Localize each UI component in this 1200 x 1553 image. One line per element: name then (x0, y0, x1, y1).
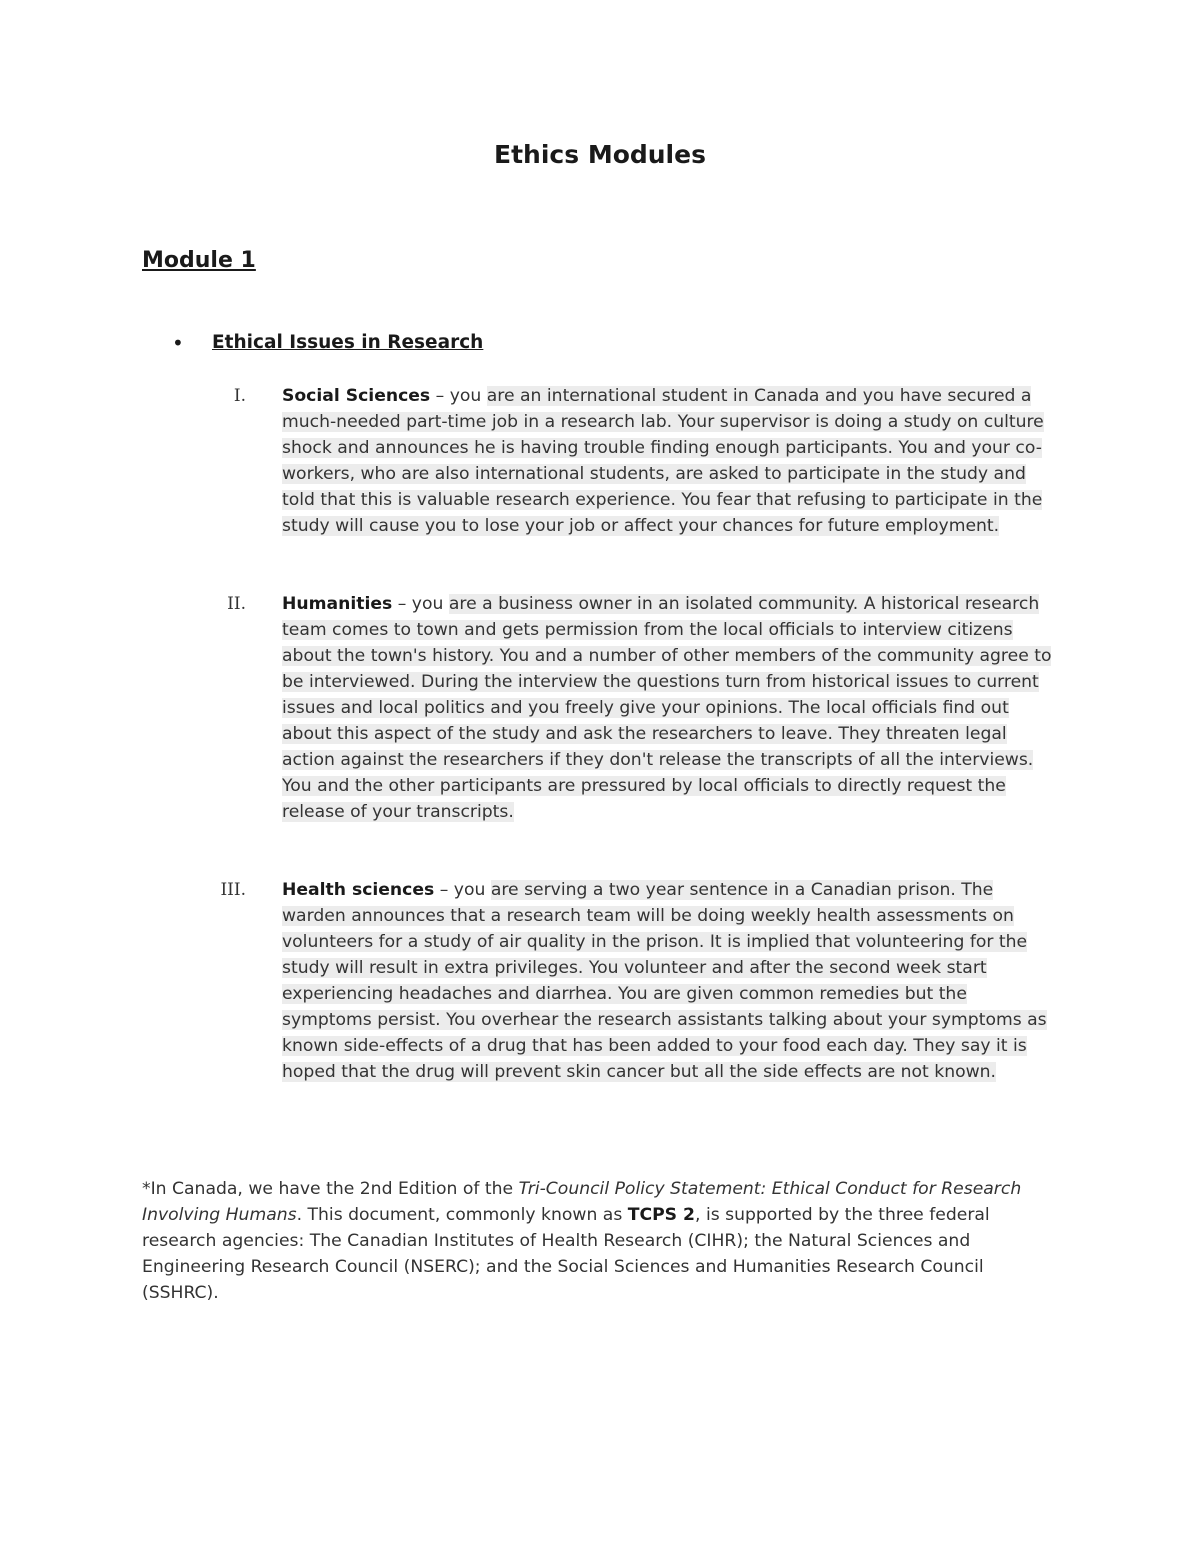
list-numeral: I. (233, 386, 246, 406)
list-item-text (282, 591, 1062, 825)
item-dash: – you (430, 386, 487, 406)
bullet-marker: • (172, 331, 184, 355)
list-numeral: III. (220, 880, 246, 900)
footnote-acronym: TCPS 2 (627, 1205, 696, 1225)
item-lead: Social Sciences (282, 386, 431, 406)
footnote-suffix: , is supported by the three federal research agencies: The Canadian Institutes of Health Research (CIHR); the Natural Sciences and Engineering Research Council (NSERC); and the Social Sciences and Humanities Research Council (SSHRC). (142, 1205, 990, 1303)
section-heading: Ethical Issues in Research (212, 332, 484, 353)
item-dash: – you (392, 594, 449, 614)
list-numeral: II. (227, 594, 246, 614)
page-title: Ethics Modules (494, 140, 706, 169)
footnote-middle: . This document, commonly known as (296, 1205, 628, 1225)
item-dash: – you (434, 880, 491, 900)
list-item-text (282, 877, 1062, 1085)
item-body: are serving a two year sentence in a Canadian prison. The warden announces that a research team will be doing weekly health assessments on volunteers for a study of air quality in the prison. It is implied that volunteering for the study will result in extra privileges. You volunteer and after the second week start experiencing headaches and diarrhea. You are given common remedies but the symptoms persist. You overhear the research assistants talking about your symptoms as known side-effects of a drug that has been added to your food each day. They say it is hoped that the drug will prevent skin cancer but all the side effects are not known. (282, 880, 1047, 1082)
module-heading: Module 1 (142, 248, 256, 273)
footnote-prefix: *In Canada, we have the 2nd Edition of the (142, 1179, 519, 1199)
footnote-italic-title: Tri-Council Policy Statement: Ethical Conduct for Research Involving Humans (142, 1179, 1022, 1225)
footnote (142, 1176, 1062, 1306)
item-lead: Health sciences (282, 880, 435, 900)
list-item-text (282, 383, 1062, 539)
item-body: are an international student in Canada and you have secured a much-needed part-time job in a research lab. Your supervisor is doing a study on culture shock and announces he is having trouble finding enough participants. You and your co-workers, who are also international students, are asked to participate in the study and told that this is valuable research experience. You fear that refusing to participate in the study will cause you to lose your job or affect your chances for future employment. (282, 386, 1044, 536)
item-body: are a business owner in an isolated community. A historical research team comes to town and gets permission from the local officials to interview citizens about the town's history. You and a number of other members of the community agree to be interviewed. During the interview the questions turn from historical issues to current issues and local politics and you freely give your opinions. The local officials find out about this aspect of the study and ask the researchers to leave. They threaten legal action against the researchers if they don't release the transcripts of all the interviews. You and the other participants are pressured by local officials to directly request the release of your transcripts. (282, 594, 1052, 822)
item-lead: Humanities (282, 594, 393, 614)
